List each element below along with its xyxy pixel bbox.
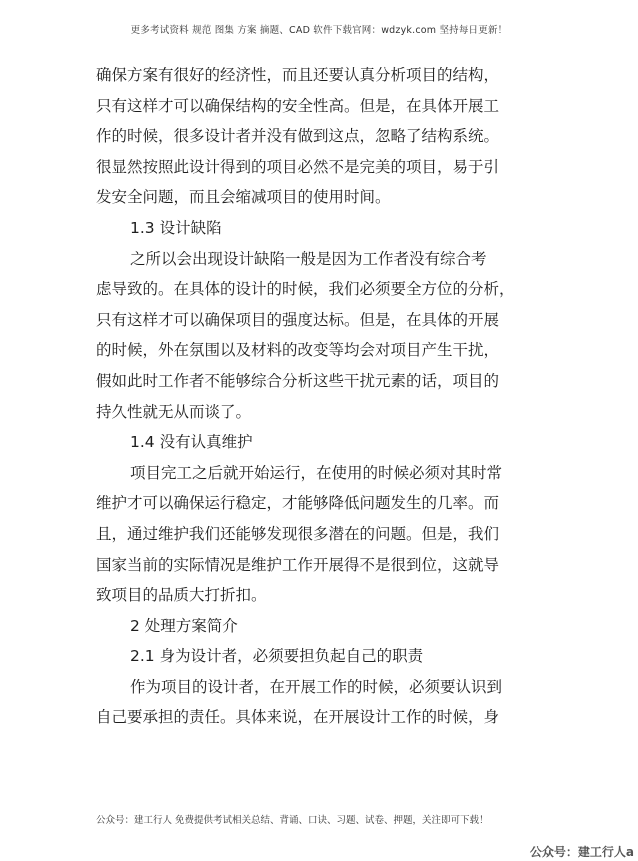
paragraph-line: 作为项目的设计者，在开展工作的时候，必须要认识到 <box>130 677 503 696</box>
paragraph-line: 之所以会出现设计缺陷一般是因为工作者没有综合考 <box>130 249 487 268</box>
paragraph-line: 假如此时工作者不能够综合分析这些干扰元素的话，项目的 <box>96 371 500 390</box>
paragraph-line: 的时候，外在氛围以及材料的改变等均会对项目产生干扰， <box>96 341 500 360</box>
section-heading-2-1: 2.1 身为设计者，必须要担负起自己的职责 <box>130 647 424 666</box>
page-footer-note: 公众号：建工行人 免费提供考试相关总结、背诵、口诀、习题、试卷、押题，关注即可下载！ <box>96 815 489 826</box>
paragraph-line: 只有这样才可以确保结构的安全性高。但是，在具体开展工 <box>96 96 500 115</box>
paragraph-line: 作的时候，很多设计者并没有做到这点，忽略了结构系统。 <box>96 127 500 146</box>
paragraph-line: 维护才可以确保运行稳定，才能够降低问题发生的几率。而 <box>96 494 500 513</box>
paragraph-line: 虑导致的。在具体的设计的时候，我们必须要全方位的分析， <box>96 280 515 299</box>
paragraph-line: 发安全问题，而且会缩减项目的使用时间。 <box>96 188 391 207</box>
paragraph-line: 项目完工之后就开始运行，在使用的时候必须对其时常 <box>130 463 503 482</box>
paragraph-line: 且，通过维护我们还能够发现很多潜在的问题。但是，我们 <box>96 524 500 543</box>
section-heading-1-3: 1.3 设计缺陷 <box>130 218 222 237</box>
page-header-banner: 更多考试资料 规范 图集 方案 摘题、CAD 软件下载官网：wdzyk.com 坚持每日更新！ <box>130 25 508 36</box>
paragraph-line: 很显然按照此设计得到的项目必然不是完美的项目，易于引 <box>96 157 500 176</box>
document-body <box>96 60 548 733</box>
paragraph-line: 持久性就无从而谈了。 <box>96 402 252 421</box>
section-heading-1-4: 1.4 没有认真维护 <box>130 433 253 452</box>
paragraph-line: 确保方案有很好的经济性，而且还要认真分析项目的结构， <box>96 66 500 84</box>
watermark-label: 公众号：建工行人a <box>529 845 634 859</box>
paragraph-line: 自己要承担的责任。具体来说，在开展设计工作的时候，身 <box>96 708 500 727</box>
paragraph-line: 致项目的品质大打折扣。 <box>96 586 267 605</box>
paragraph-line: 国家当前的实际情况是维护工作开展得不是很到位，这就导 <box>96 555 500 574</box>
paragraph-line: 只有这样才可以确保项目的强度达标。但是，在具体的开展 <box>96 310 500 329</box>
section-heading-2: 2 处理方案简介 <box>130 616 238 635</box>
